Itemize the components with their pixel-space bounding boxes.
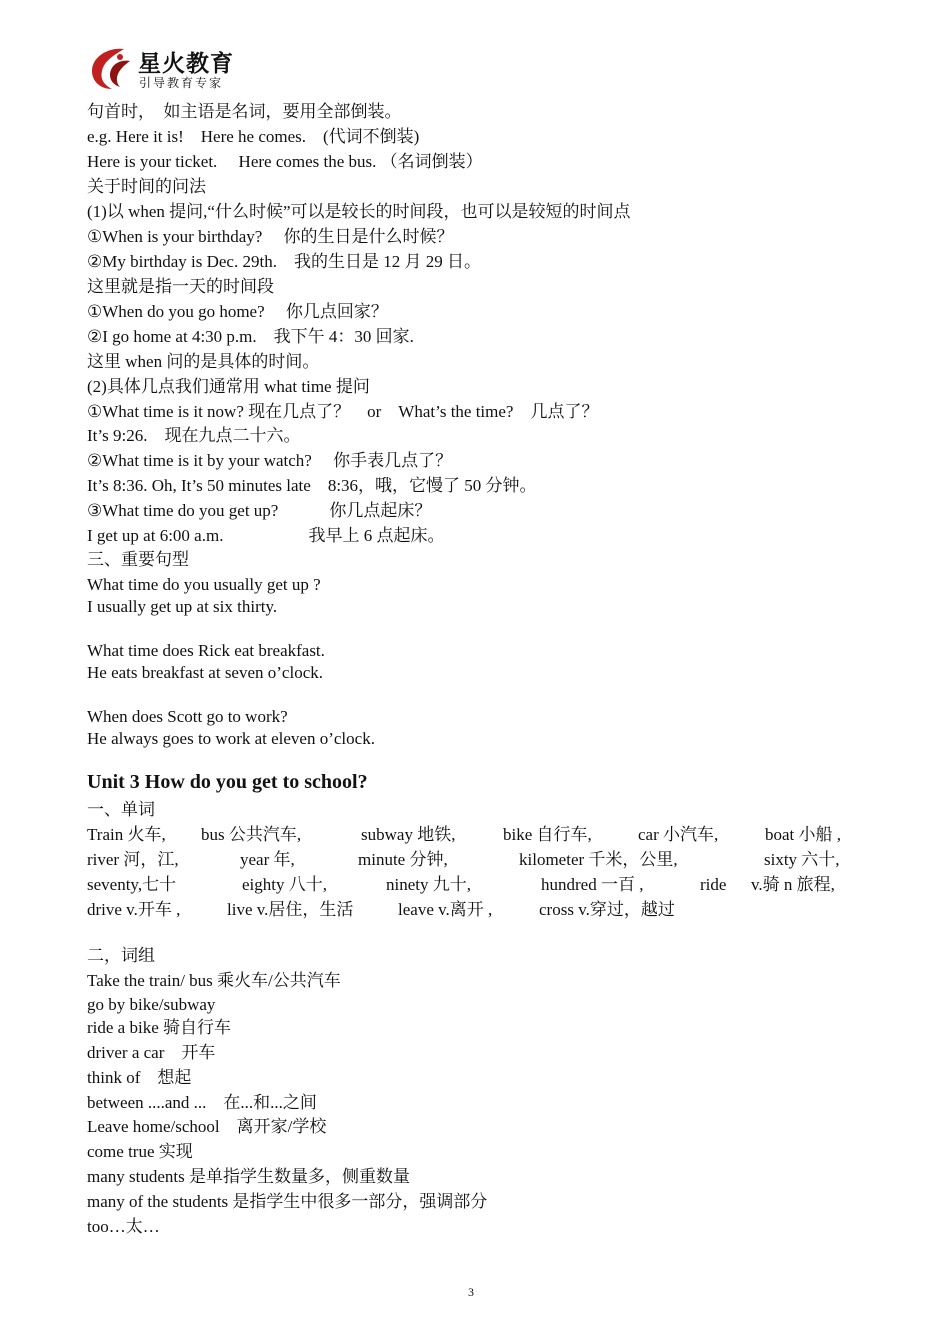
vocab-item: river 河，江,	[87, 850, 179, 869]
brand-logo	[86, 43, 246, 93]
logo-title: 星火教育	[138, 51, 234, 77]
text-line: 这里就是指一天的时间段	[87, 277, 274, 296]
vocab-item: live v.居住，生活	[227, 900, 354, 919]
phrase-item: driver a car 开车	[87, 1043, 216, 1062]
text-line: I get up at 6:00 a.m. 我早上 6 点起床。	[87, 526, 445, 545]
phrase-item: Leave home/school 离开家/学校	[87, 1117, 327, 1136]
text-line: ①When is your birthday? 你的生日是什么时候？	[87, 227, 454, 246]
text-line: e.g. Here it is! Here he comes. (代词不倒装)	[87, 127, 420, 146]
vocab-item: drive v.开车 ,	[87, 900, 181, 919]
phrase-item: too…太…	[87, 1217, 160, 1236]
text-line: (2)具体几点我们通常用 what time 提问	[87, 377, 370, 396]
vocab-item: ninety 九十,	[386, 875, 471, 894]
vocab-item: ride	[700, 875, 727, 894]
vocab-item: v.骑 n 旅程,	[751, 875, 835, 894]
vocab-item: car 小汽车,	[638, 825, 719, 844]
vocab-item: leave v.离开 ,	[398, 900, 493, 919]
text-line: (1)以 when 提问,“什么时候”可以是较长的时间段，也可以是较短的时间点	[87, 202, 631, 221]
phrase-item: go by bike/subway	[87, 995, 216, 1014]
vocab-title: 一、单词	[87, 800, 155, 819]
phrase-item: many of the students 是指学生中很多一部分，强调部分	[87, 1192, 488, 1211]
text-line: ②What time is it by your watch? 你手表几点了？	[87, 451, 453, 470]
vocab-item: seventy,七十	[87, 875, 177, 894]
text-line: ③What time do you get up? 你几点起床？	[87, 501, 432, 520]
text-line: Here is your ticket. Here comes the bus. （名词倒装）	[87, 152, 483, 171]
text-line: 句首时， 如主语是名词，要用全部倒装。	[87, 102, 402, 121]
phrase-item: think of 想起	[87, 1068, 192, 1087]
flame-swirl-logo-icon	[86, 43, 134, 91]
vocab-item: bus 公共汽车,	[201, 825, 302, 844]
text-line: ②I go home at 4:30 p.m. 我下午 4：30 回家.	[87, 327, 414, 346]
vocab-item: boat 小船 ,	[765, 825, 842, 844]
phrase-item: come true 实现	[87, 1142, 193, 1161]
text-line: It’s 8:36. Oh, It’s 50 minutes late 8:36，哦，它慢了 50 分钟。	[87, 476, 537, 495]
text-line: What time do you usually get up ?	[87, 575, 321, 594]
text-line: It’s 9:26. 现在九点二十六。	[87, 426, 301, 445]
phrase-item: Take the train/ bus 乘火车/公共汽车	[87, 971, 341, 990]
phrase-item: ride a bike 骑自行车	[87, 1018, 231, 1037]
text-line: When does Scott go to work?	[87, 707, 288, 726]
text-line: ②My birthday is Dec. 29th. 我的生日是 12 月 29 日。	[87, 252, 481, 271]
page-number: 3	[468, 1285, 474, 1299]
text-line: ①What time is it now? 现在几点了？ or What’s the time? 几点了？	[87, 402, 599, 421]
text-line: He always goes to work at eleven o’clock.	[87, 729, 375, 748]
vocab-item: year 年,	[240, 850, 295, 869]
vocab-item: eighty 八十,	[242, 875, 327, 894]
vocab-item: sixty 六十,	[764, 850, 840, 869]
text-line: 三、重要句型	[87, 550, 189, 569]
text-line: 关于时间的问法	[87, 177, 206, 196]
text-line: 这里 when 问的是具体的时间。	[87, 352, 320, 371]
text-line: What time does Rick eat breakfast.	[87, 641, 325, 660]
phrases-title: 二，词组	[87, 946, 155, 965]
unit-heading: Unit 3 How do you get to school?	[87, 771, 368, 793]
text-line: ①When do you go home? 你几点回家？	[87, 302, 388, 321]
vocab-item: bike 自行车,	[503, 825, 592, 844]
logo-subtitle: 引导教育专家	[139, 76, 224, 90]
vocab-item: minute 分钟,	[358, 850, 448, 869]
text-line: I usually get up at six thirty.	[87, 597, 278, 616]
vocab-item: cross v.穿过，越过	[539, 900, 675, 919]
vocab-item: Train 火车,	[87, 825, 166, 844]
vocab-item: subway 地铁,	[361, 825, 456, 844]
phrase-item: many students 是单指学生数量多，侧重数量	[87, 1167, 410, 1186]
text-line: He eats breakfast at seven o’clock.	[87, 663, 323, 682]
vocab-item: hundred 一百 ,	[541, 875, 644, 894]
phrase-item: between ....and ... 在...和...之间	[87, 1093, 317, 1112]
vocab-item: kilometer 千米，公里,	[519, 850, 678, 869]
